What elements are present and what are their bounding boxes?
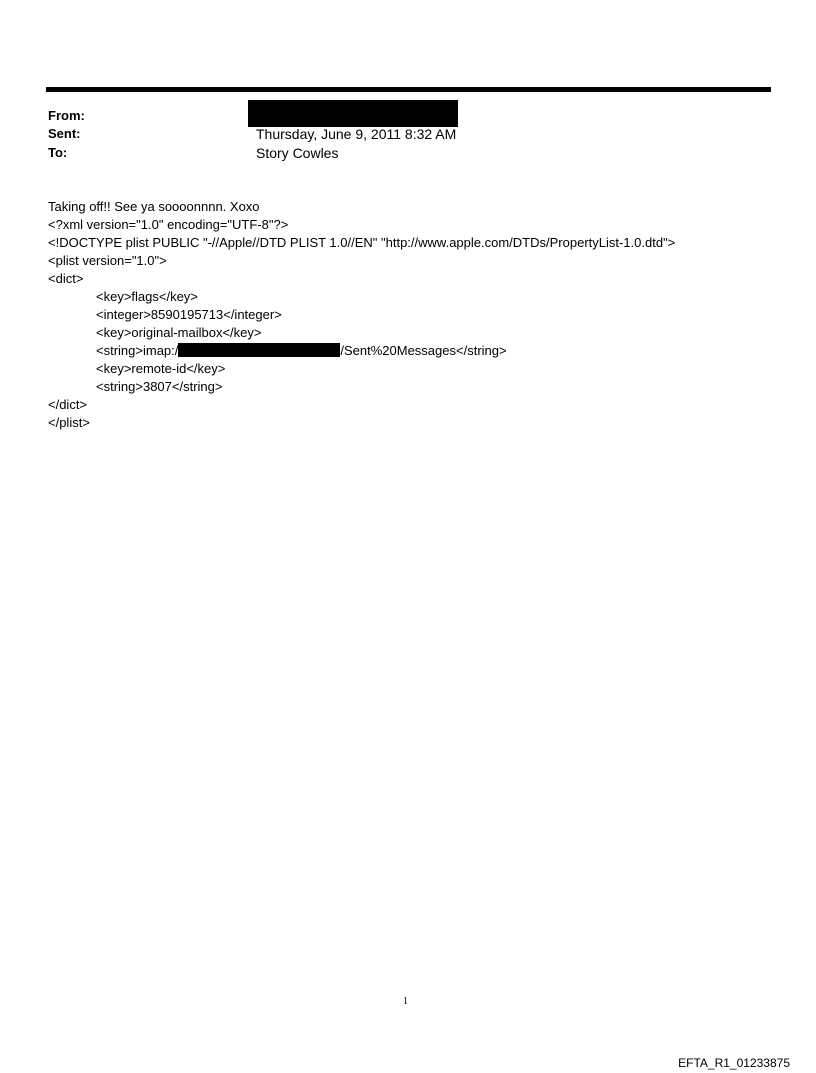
document-id: EFTA_R1_01233875	[678, 1056, 790, 1070]
string-mailbox-prefix: <string>imap:/	[96, 343, 179, 358]
mailbox-redaction	[178, 343, 340, 357]
from-label: From:	[48, 108, 85, 123]
string-mailbox-line	[96, 343, 507, 359]
key-original-mailbox: <key>original-mailbox</key>	[96, 325, 262, 340]
page-number: 1	[403, 996, 408, 1007]
plist-open: <plist version="1.0">	[48, 253, 167, 268]
string-mailbox-suffix: /Sent%20Messages</string>	[340, 343, 507, 358]
from-redaction	[248, 100, 458, 127]
doctype-line: <!DOCTYPE plist PUBLIC "-//Apple//DTD PLIST 1.0//EN" "http://www.apple.com/DTDs/PropertyList-1.0.dtd">	[48, 235, 676, 250]
to-label: To:	[48, 145, 68, 160]
key-remote-id: <key>remote-id</key>	[96, 361, 226, 376]
integer-value: <integer>8590195713</integer>	[96, 307, 282, 322]
sent-value: Thursday, June 9, 2011 8:32 AM	[256, 126, 457, 142]
sent-label: Sent:	[48, 126, 81, 141]
xml-declaration: <?xml version="1.0" encoding="UTF-8"?>	[48, 217, 289, 232]
dict-close: </dict>	[48, 397, 88, 412]
plist-close: </plist>	[48, 415, 90, 430]
key-flags: <key>flags</key>	[96, 289, 198, 304]
dict-open: <dict>	[48, 271, 84, 286]
message-text: Taking off!! See ya soooonnnn. Xoxo	[48, 199, 260, 214]
header-rule	[46, 87, 771, 92]
to-value: Story Cowles	[256, 145, 339, 161]
string-remote-id: <string>3807</string>	[96, 379, 223, 394]
